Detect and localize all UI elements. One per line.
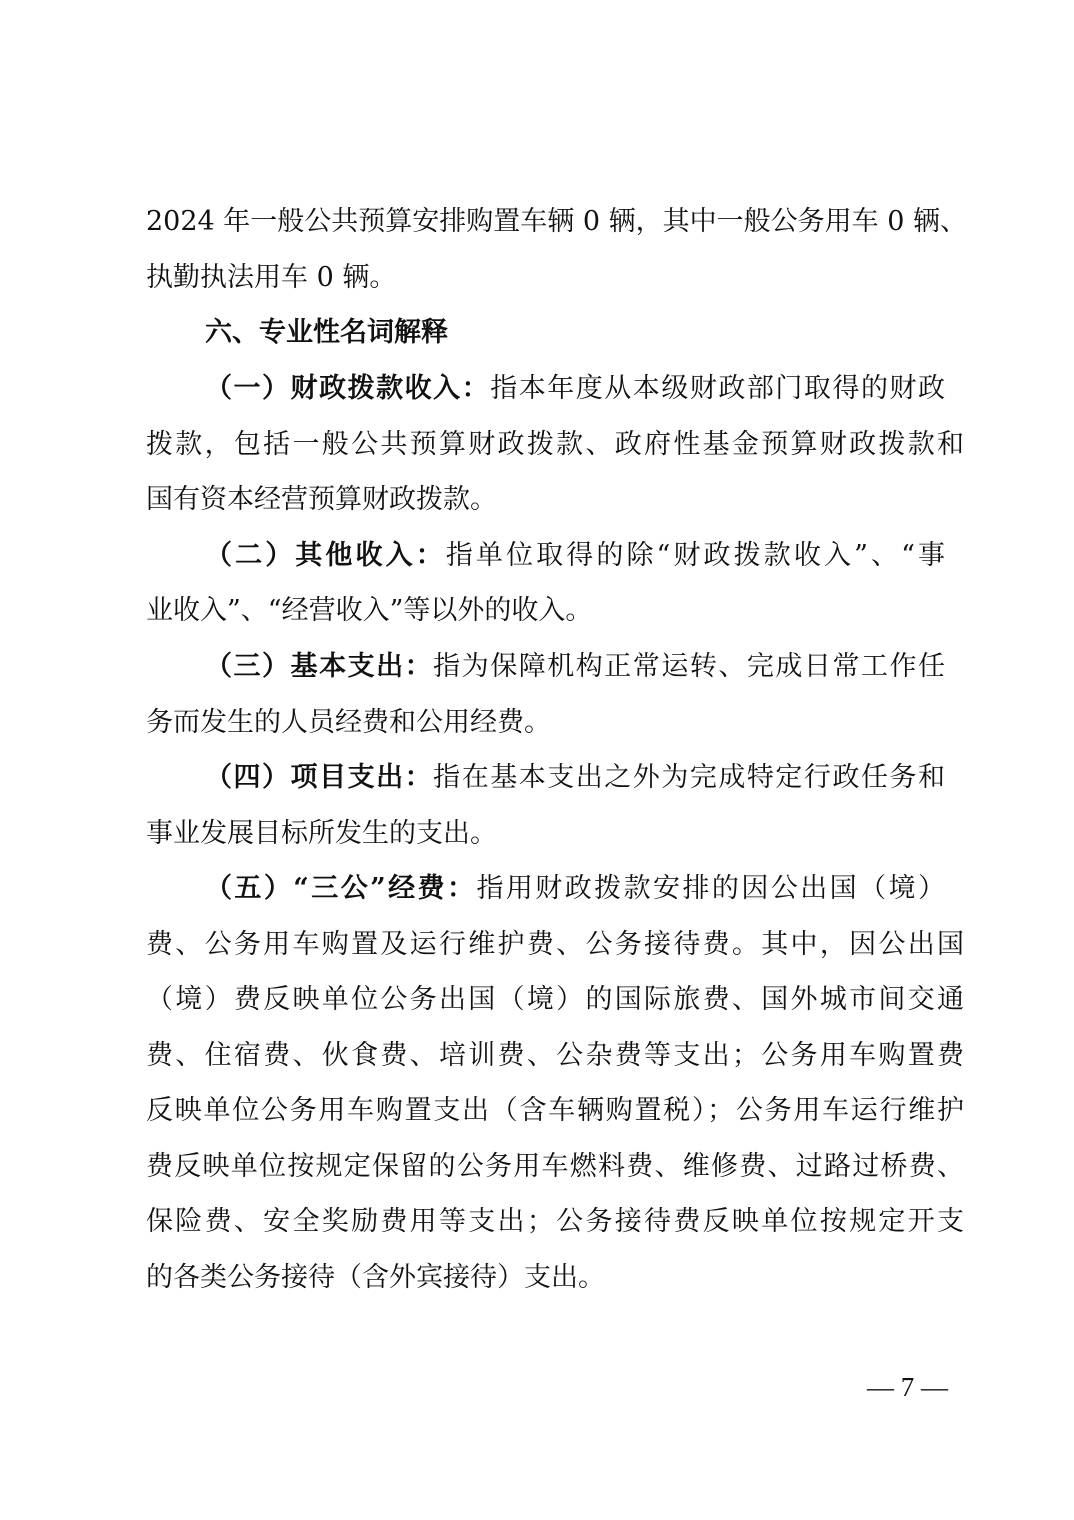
term-5-line: 费反映单位按规定保留的公务用车燃料费、维修费、过路过桥费、 [146,1151,964,1182]
term-5-first-rest: 指用财政拨款安排的因公出国（境） [476,873,945,904]
term-3-label: （三）基本支出： [205,651,434,682]
term-5-line: 保险费、安全奖励费用等支出；公务接待费反映单位按规定开支 [146,1206,964,1237]
term-1-line: 拨款，包括一般公共预算财政拨款、政府性基金预算财政拨款和 [146,429,964,460]
term-1-first-rest: 指本年度从本级财政部门取得的财政 [490,373,946,404]
term-2-first-line [205,536,945,576]
page-number: — 7 — [867,1372,948,1402]
term-4-label: （四）项目支出： [205,762,434,793]
term-5-line: 费、公务用车购置及运行维护费、公务接待费。其中，因公出国 [146,929,964,960]
term-4-first-line [205,758,945,798]
term-5-label: （五）“三公”经费： [205,873,477,904]
term-2-label: （二）其他收入： [205,540,446,571]
vehicle-line-2: 执勤执法用车 0 辆。 [146,262,397,293]
term-4-line: 事业发展目标所发生的支出。 [146,818,497,849]
term-3-line: 务而发生的人员经费和公用经费。 [146,707,551,738]
term-2-line: 业收入”、“经营收入”等以外的收入。 [146,595,593,626]
term-4-first-rest: 指在基本支出之外为完成特定行政任务和 [433,762,946,793]
vehicle-line-1: 2024 年一般公共预算安排购置车辆 0 辆，其中一般公务用车 0 辆、 [146,206,967,237]
term-1-first-line [205,369,945,409]
term-1-label: （一）财政拨款收入： [205,373,491,404]
term-3-first-rest: 指为保障机构正常运转、完成日常工作任 [433,651,946,682]
term-5-line: 费、住宿费、伙食费、培训费、公杂费等支出；公务用车购置费 [146,1040,964,1071]
term-5-line: （境）费反映单位公务出国（境）的国际旅费、国外城市间交通 [146,984,964,1015]
term-1-line: 国有资本经营预算财政拨款。 [146,484,497,515]
term-2-first-rest: 指单位取得的除“财政拨款收入”、“事 [445,540,945,571]
term-5-line: 的各类公务接待（含外宾接待）支出。 [146,1262,605,1293]
section-title: 六、专业性名词解释 [205,317,448,348]
term-5-line: 反映单位公务用车购置支出（含车辆购置税）；公务用车运行维护 [146,1095,964,1126]
term-3-first-line [205,647,945,687]
term-5-first-line [205,869,945,909]
